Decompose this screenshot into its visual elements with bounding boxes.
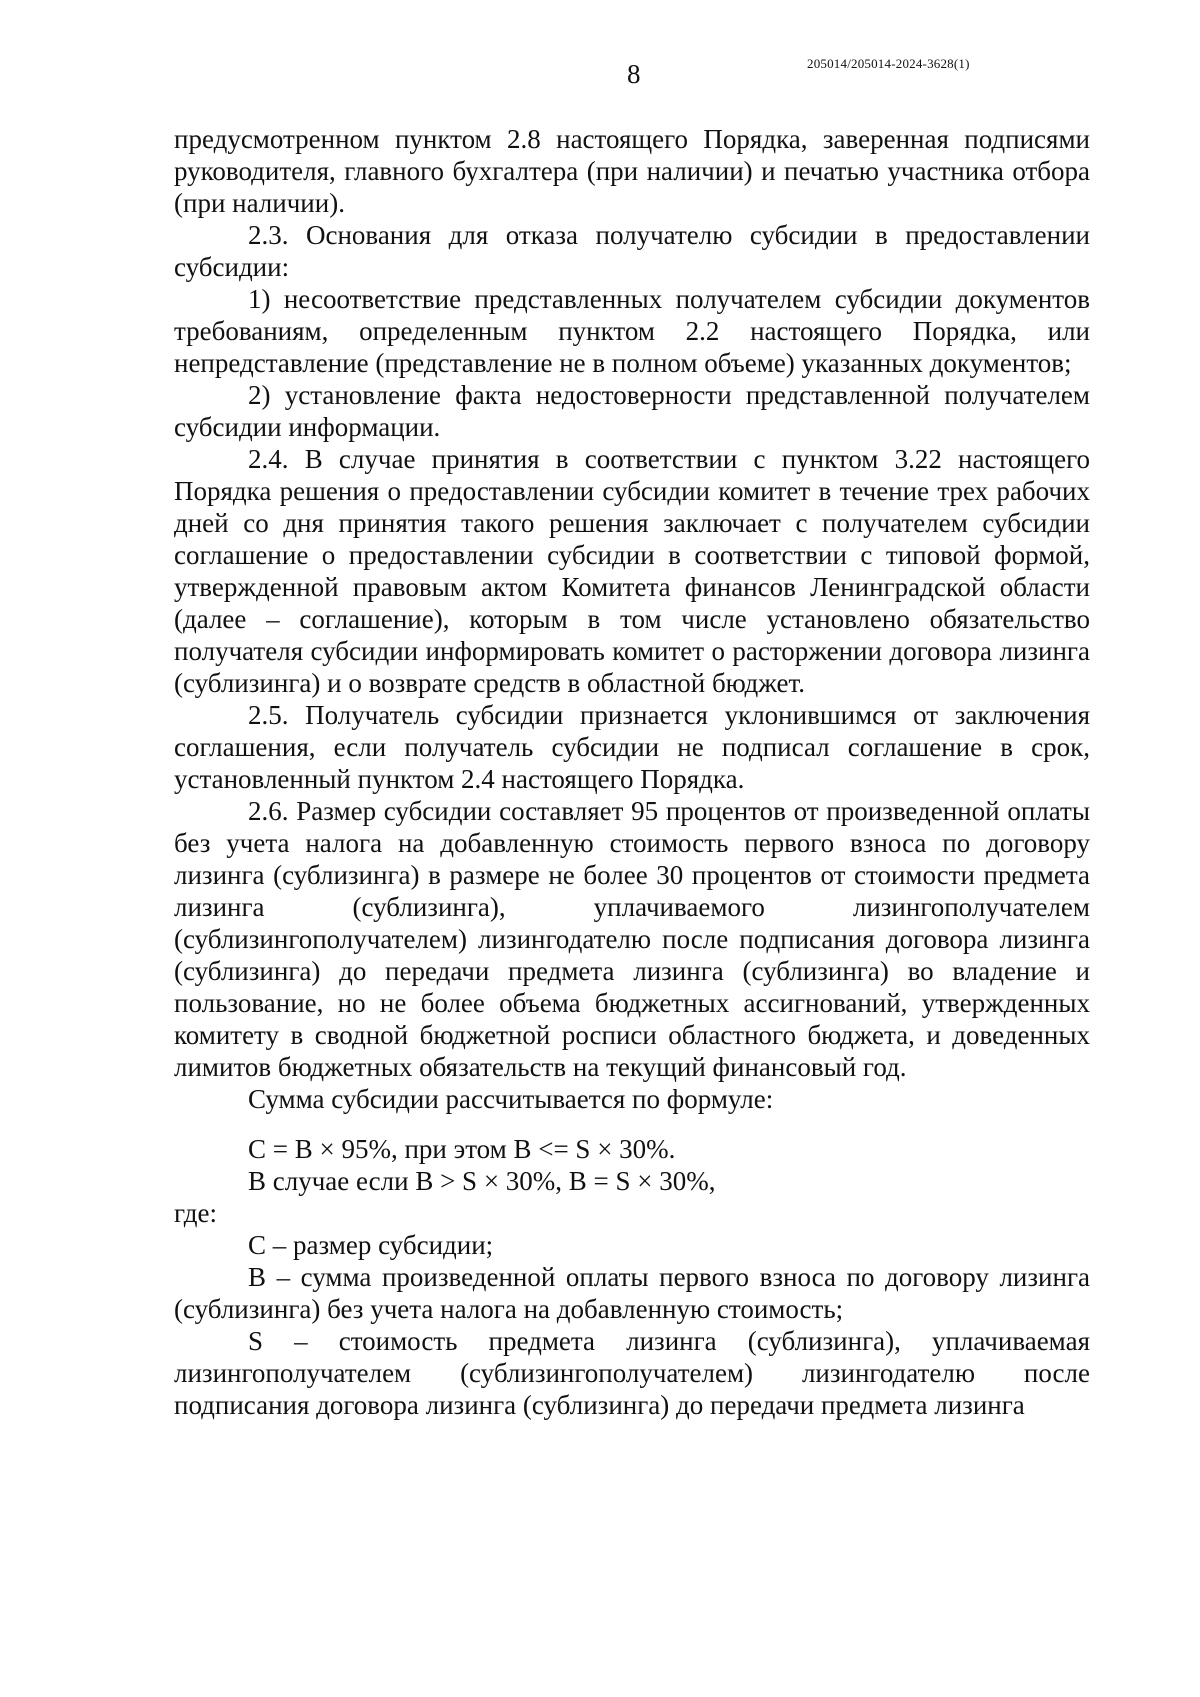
document-body xyxy=(174,123,1090,1421)
definition-b: В – сумма произведенной оплаты первого взноса по договору лизинга (сублизинга) без учета налога на добавленную стоимость; xyxy=(174,1262,1090,1324)
definition-c: С – размер субсидии; xyxy=(248,1230,494,1260)
paragraph-2-4: 2.4. В случае принятия в соответствии с пунктом 3.22 настоящего Порядка решения о предоставлении субсидии комитет в течение трех рабочих дней со дня принятия такого решения заключает с получателем субсидии соглашение о предоставлении субсидии в соответствии с типовой формой, утвержденной правовым актом Комитета финансов Ленинградской области (далее – соглашение), которым в том числе установлено обязательство получателя субсидии информировать комитет о расторжении договора лизинга (сублизинга) и о возврате средств в областной бюджет. xyxy=(174,444,1090,698)
document-id: 205014/205014-2024-3628(1) xyxy=(807,56,970,71)
paragraph-2-6: 2.6. Размер субсидии составляет 95 процентов от произведенной оплаты без учета налога на добавленную стоимость первого взноса по договору лизинга (сублизинга) в размере не более 30 процентов от стоимости предмета лизинга (сублизинга), уплачиваемого лизингополучателем (сублизингополучателем) лизингодателю после подписания договора лизинга (сублизинга) до передачи предмета лизинга (сублизинга) во владение и пользование, но не более объема бюджетных ассигнований, утвержденных комитету в сводной бюджетной росписи областного бюджета, и доведенных лимитов бюджетных обязательств на текущий финансовый год. xyxy=(174,796,1090,1082)
formula-line-2: В случае если В > S × 30%, В = S × 30%, xyxy=(248,1166,716,1196)
paragraph-2-3-item-1: 1) несоответствие представленных получателем субсидии документов требованиям, определенным пунктом 2.2 настоящего Порядка, или непредставление (представление не в полном объеме) указанных документов; xyxy=(174,284,1090,378)
page-number: 8 xyxy=(627,59,641,89)
paragraph-2-3: 2.3. Основания для отказа получателю субсидии в предоставлении субсидии: xyxy=(174,220,1090,282)
paragraph-2-3-item-2: 2) установление факта недостоверности представленной получателем субсидии информации. xyxy=(174,380,1090,442)
paragraph-2-5: 2.5. Получатель субсидии признается уклонившимся от заключения соглашения, если получатель субсидии не подписал соглашение в срок, установленный пунктом 2.4 настоящего Порядка. xyxy=(174,700,1090,794)
formula-where: где: xyxy=(174,1198,217,1228)
formula-line-1: С = В × 95%, при этом В <= S × 30%. xyxy=(248,1134,676,1164)
definition-s: S – стоимость предмета лизинга (сублизинга), уплачиваемая лизингополучателем (сублизингополучателем) лизингодателю после подписания договора лизинга (сублизинга) до передачи предмета лизинга xyxy=(174,1326,1090,1420)
formula-intro: Сумма субсидии рассчитывается по формуле: xyxy=(248,1084,774,1114)
paragraph-continuation: предусмотренном пунктом 2.8 настоящего Порядка, заверенная подписями руководителя, главного бухгалтера (при наличии) и печатью участника отбора (при наличии). xyxy=(174,124,1090,218)
